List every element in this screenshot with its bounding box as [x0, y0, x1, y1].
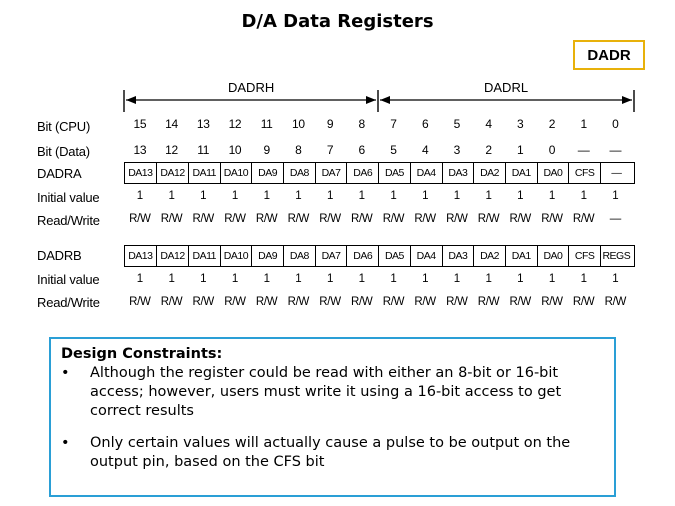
register-field: DA9 — [251, 163, 283, 183]
rw-cell: R/W — [129, 296, 151, 308]
bit-cpu-cell: 10 — [291, 117, 305, 131]
bit-data-cell: 2 — [485, 143, 492, 157]
constraint-item — [61, 434, 604, 472]
byte-span-arrows — [0, 0, 675, 120]
register-field: DA9 — [251, 246, 283, 266]
bullet-symbol: • — [61, 365, 70, 381]
bit-data-cell: 6 — [358, 143, 365, 157]
register-field: DA11 — [188, 246, 220, 266]
rw-cell: R/W — [509, 213, 531, 225]
bit-cpu-cell: 2 — [548, 117, 556, 131]
initial-value-cell: 1 — [231, 190, 238, 202]
design-constraints-box — [49, 337, 616, 497]
initial-value-cell: 1 — [612, 190, 619, 202]
register-tag: DADR — [573, 40, 645, 70]
rw-cell: R/W — [287, 296, 310, 308]
initial-value-cell: 1 — [517, 190, 524, 202]
initial-value-cell: 1 — [517, 273, 524, 285]
bit-data-cell: 7 — [326, 143, 334, 157]
register-field: DA4 — [410, 163, 442, 183]
rw-cell: R/W — [382, 296, 405, 308]
register-field: DA8 — [283, 246, 315, 266]
initial-value-cell: 1 — [168, 273, 175, 285]
initial-value-cell: 1 — [548, 190, 555, 202]
initial-value-cell: 1 — [200, 273, 207, 285]
bit-data-cell: 3 — [453, 143, 461, 157]
label-rw-b: Read/Write — [37, 295, 100, 310]
initial-value-cell: 1 — [231, 273, 238, 285]
register-field: DA12 — [156, 246, 188, 266]
rw-cell: R/W — [477, 213, 500, 225]
constraint-text: Although the register could be read with either an 8-bit or 16-bit access; however, users must write it using a 16-bit access to get correct results — [90, 365, 562, 419]
bit-cpu-cell: 9 — [326, 117, 334, 131]
initial-value-cell: 1 — [358, 190, 365, 202]
register-field: DA2 — [473, 246, 505, 266]
initial-value-cell: 1 — [580, 273, 587, 285]
label-dadra: DADRA — [37, 166, 82, 181]
register-field: DA3 — [442, 163, 474, 183]
initial-value-cell: 1 — [263, 190, 270, 202]
rw-cell: R/W — [129, 213, 151, 225]
rw-cell: R/W — [477, 296, 500, 308]
label-dadrb: DADRB — [37, 248, 82, 263]
rw-cell: R/W — [192, 213, 214, 225]
register-field: REGS — [600, 246, 632, 266]
rw-cell: R/W — [414, 296, 436, 308]
rw-cell: R/W — [319, 213, 341, 225]
rw-cell: R/W — [541, 296, 563, 308]
initial-value-cell: 1 — [390, 190, 397, 202]
initial-value-cell: 1 — [612, 273, 619, 285]
register-field: DA5 — [378, 246, 410, 266]
rw-cell: — — [609, 213, 621, 225]
bit-data-cell: — — [609, 143, 622, 157]
register-field: DA1 — [505, 163, 537, 183]
rw-cell: R/W — [287, 213, 310, 225]
initial-value-cell: 1 — [295, 190, 302, 202]
dadra-register — [124, 162, 635, 184]
initial-value-cell: 1 — [168, 190, 175, 202]
bit-data-cell: 1 — [517, 143, 524, 157]
initial-value-cell: 1 — [263, 273, 270, 285]
bit-cpu-cell: 1 — [580, 117, 587, 131]
initial-value-cell: 1 — [422, 273, 429, 285]
bit-data-cell: 10 — [228, 143, 242, 157]
label-bit-cpu: Bit (CPU) — [37, 119, 91, 134]
initial-value-cell: 1 — [485, 273, 492, 285]
bit-cpu-cell: 6 — [421, 117, 429, 131]
constraint-text: Only certain values will actually cause a pulse to be output on the output pin, based on the CFS bit — [90, 435, 571, 470]
rw-cell: R/W — [255, 296, 278, 308]
register-field: DA13 — [128, 167, 153, 179]
rw-cell: R/W — [160, 213, 183, 225]
initial-value-cell: 1 — [326, 190, 334, 202]
rw-cell: R/W — [509, 296, 531, 308]
initial-value-cell: 1 — [136, 190, 143, 202]
initial-value-cell: 1 — [548, 273, 555, 285]
bit-cpu-cell: 7 — [390, 117, 397, 131]
initial-value-cell: 1 — [485, 190, 492, 202]
label-initial-a: Initial value — [37, 190, 100, 205]
initial-value-cell: 1 — [453, 273, 460, 285]
rw-cell: R/W — [604, 296, 627, 308]
bit-cpu-cell: 14 — [165, 117, 178, 131]
register-field: DA0 — [537, 246, 569, 266]
register-field: DA3 — [442, 246, 474, 266]
bit-cpu-cell: 5 — [453, 117, 461, 131]
initial-value-cell: 1 — [295, 273, 302, 285]
register-field: CFS — [568, 246, 600, 266]
bit-cpu-cell: 11 — [260, 117, 273, 131]
bit-data-cell: 11 — [197, 143, 210, 157]
bit-cpu-cell: 13 — [196, 117, 210, 131]
bit-data-cell: 12 — [165, 143, 178, 157]
bit-cpu-cell: 8 — [358, 117, 365, 131]
bit-data-cell: 9 — [263, 143, 270, 157]
bit-data-cell: 8 — [295, 143, 302, 157]
bit-data-cell: 4 — [421, 143, 429, 157]
rw-cell: R/W — [319, 296, 341, 308]
register-field: DA2 — [473, 163, 505, 183]
bit-cpu-cell: 4 — [485, 117, 492, 131]
rw-cell: R/W — [160, 296, 183, 308]
register-field: — — [600, 163, 632, 183]
rw-cell: R/W — [446, 296, 468, 308]
initial-value-cell: 1 — [422, 190, 429, 202]
rw-cell: R/W — [572, 213, 595, 225]
bit-cpu-cell: 15 — [133, 117, 147, 131]
initial-value-cell: 1 — [580, 190, 587, 202]
register-field: DA4 — [410, 246, 442, 266]
rw-cell: R/W — [351, 213, 373, 225]
label-rw-a: Read/Write — [37, 213, 100, 228]
register-field: DA7 — [315, 163, 347, 183]
initial-value-cell: 1 — [453, 190, 460, 202]
bit-data-cell: — — [577, 143, 590, 157]
register-field: DA13 — [128, 250, 153, 262]
initial-value-cell: 1 — [136, 273, 143, 285]
slide-title: D/A Data Registers — [241, 11, 434, 32]
rw-cell: R/W — [572, 296, 595, 308]
rw-cell: R/W — [446, 213, 468, 225]
bit-cpu-cell: 0 — [612, 117, 619, 131]
initial-value-cell: 1 — [326, 273, 334, 285]
register-field: DA7 — [315, 246, 347, 266]
bullet-symbol: • — [61, 435, 70, 451]
bit-data-cell: 13 — [133, 143, 147, 157]
register-field: DA1 — [505, 246, 537, 266]
rw-cell: R/W — [382, 213, 405, 225]
bit-cpu-cell: 12 — [228, 117, 242, 131]
register-field: DA8 — [283, 163, 315, 183]
register-field: DA6 — [346, 246, 378, 266]
rw-cell: R/W — [541, 213, 563, 225]
initial-value-cell: 1 — [358, 273, 365, 285]
register-field: DA11 — [188, 163, 220, 183]
register-field: DA0 — [537, 163, 569, 183]
notes-heading: Design Constraints: — [61, 346, 223, 362]
initial-value-cell: 1 — [390, 273, 397, 285]
register-field: DA6 — [346, 163, 378, 183]
rw-cell: R/W — [255, 213, 278, 225]
bit-cpu-cell: 3 — [517, 117, 524, 131]
bit-data-cell: 0 — [548, 143, 556, 157]
dadrh-label: DADRH — [228, 80, 275, 95]
constraint-item — [61, 364, 604, 421]
initial-value-cell: 1 — [200, 190, 207, 202]
register-field: DA5 — [378, 163, 410, 183]
label-initial-b: Initial value — [37, 272, 100, 287]
rw-cell: R/W — [224, 296, 246, 308]
dadrb-register — [124, 245, 635, 267]
rw-cell: R/W — [224, 213, 246, 225]
dadrl-label: DADRL — [484, 80, 529, 95]
rw-cell: R/W — [351, 296, 373, 308]
rw-cell: R/W — [414, 213, 436, 225]
register-field: DA10 — [220, 163, 252, 183]
register-field: DA10 — [220, 246, 252, 266]
label-bit-data: Bit (Data) — [37, 144, 90, 159]
register-field: CFS — [568, 163, 600, 183]
rw-cell: R/W — [192, 296, 214, 308]
register-field: DA12 — [156, 163, 188, 183]
bit-data-cell: 5 — [390, 143, 397, 157]
